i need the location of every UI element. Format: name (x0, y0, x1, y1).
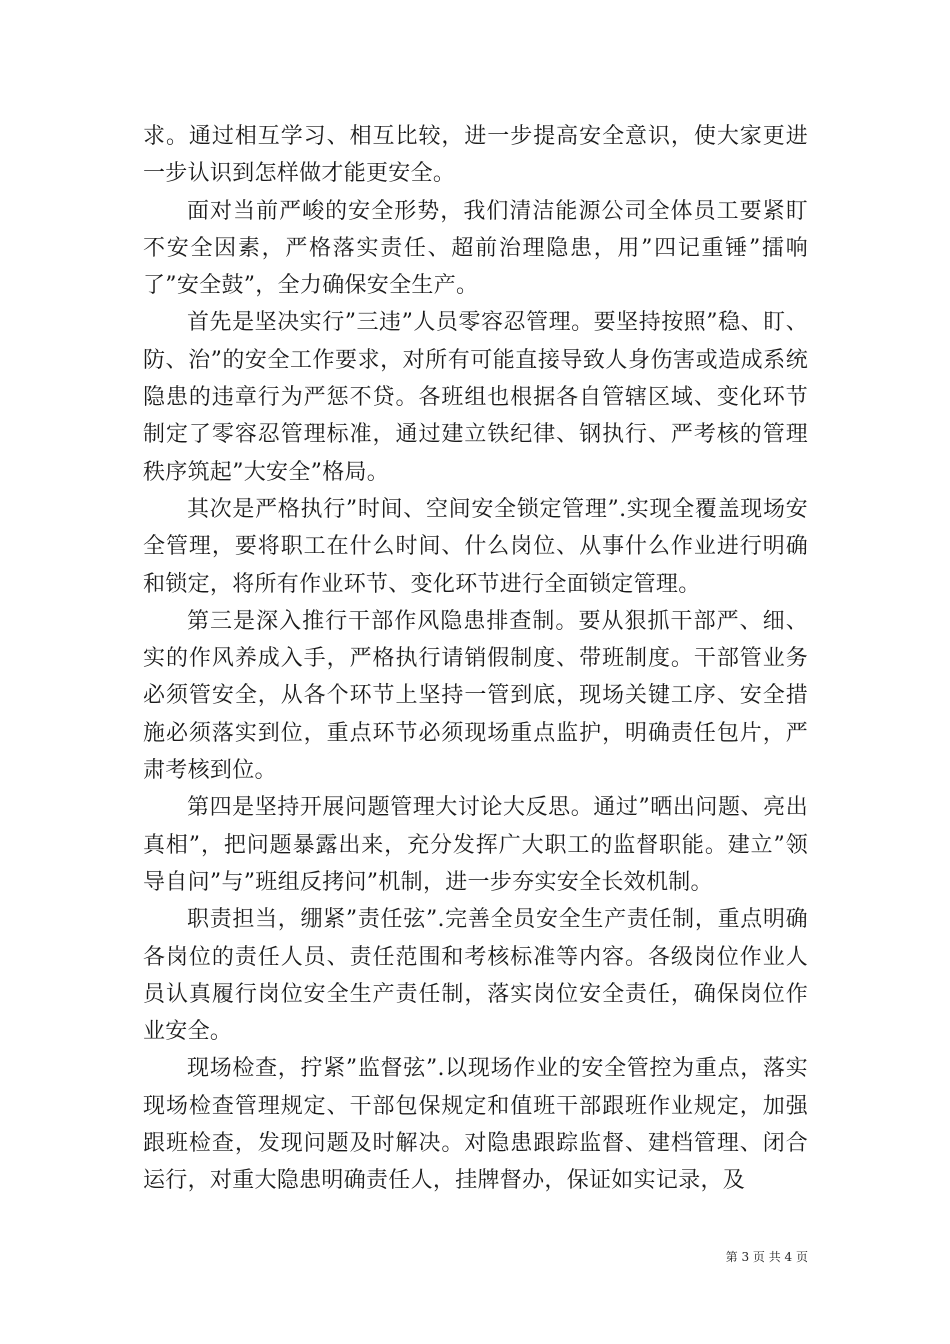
page-number: 第 3 页 共 4 页 (725, 1250, 808, 1264)
paragraph-6: 第四是坚持开展问题管理大讨论大反思。通过”晒出问题、亮出真相”，把问题暴露出来，充分发挥广大职工的监督职能。建立”领导自问”与”班组反拷问”机制，进一步夯实安全长效机制。 (143, 795, 808, 895)
paragraph-8: 现场检查，拧紧”监督弦”.以现场作业的安全管控为重点，落实现场检查管理规定、干部包保规定和值班干部跟班作业规定，加强跟班检查，发现问题及时解决。对隐患跟踪监督、建档管理、闭合运行，对重大隐患明确责任人，挂牌督办，保证如实记录，及 (143, 1056, 808, 1194)
paragraph-2: 面对当前严峻的安全形势，我们清洁能源公司全体员工要紧盯不安全因素，严格落实责任、超前治理隐患，用”四记重锤”擂响了”安全鼓”，全力确保安全生产。 (143, 198, 808, 299)
paragraph-3: 首先是坚决实行”三违”人员零容忍管理。要坚持按照”稳、盯、防、治”的安全工作要求，对所有可能直接导致人身伤害或造成系统隐患的违章行为严惩不贷。各班组也根据各自管辖区域、变化环节制定了零容忍管理标准，通过建立铁纪律、钢执行、严考核的管理秩序筑起”大安全”格局。 (143, 310, 808, 485)
document-body (143, 118, 808, 1200)
paragraph-7: 职责担当，绷紧”责任弦”.完善全员安全生产责任制，重点明确各岗位的责任人员、责任范围和考核标准等内容。各级岗位作业人员认真履行岗位安全生产责任制，落实岗位安全责任，确保岗位作业安全。 (143, 907, 808, 1045)
paragraph-4: 其次是严格执行”时间、空间安全锁定管理”.实现全覆盖现场安全管理，要将职工在什么时间、什么岗位、从事什么作业进行明确和锁定，将所有作业环节、变化环节进行全面锁定管理。 (143, 496, 808, 597)
paragraph-1: 求。通过相互学习、相互比较，进一步提高安全意识，使大家更进一步认识到怎样做才能更安全。 (143, 124, 808, 187)
paragraph-5: 第三是深入推行干部作风隐患排查制。要从狠抓干部严、细、实的作风养成入手，严格执行请销假制度、带班制度。干部管业务必须管安全，从各个环节上坚持一管到底，现场关键工序、安全措施必须落实到位，重点环节必须现场重点监护，明确责任包片，严肃考核到位。 (143, 608, 808, 784)
